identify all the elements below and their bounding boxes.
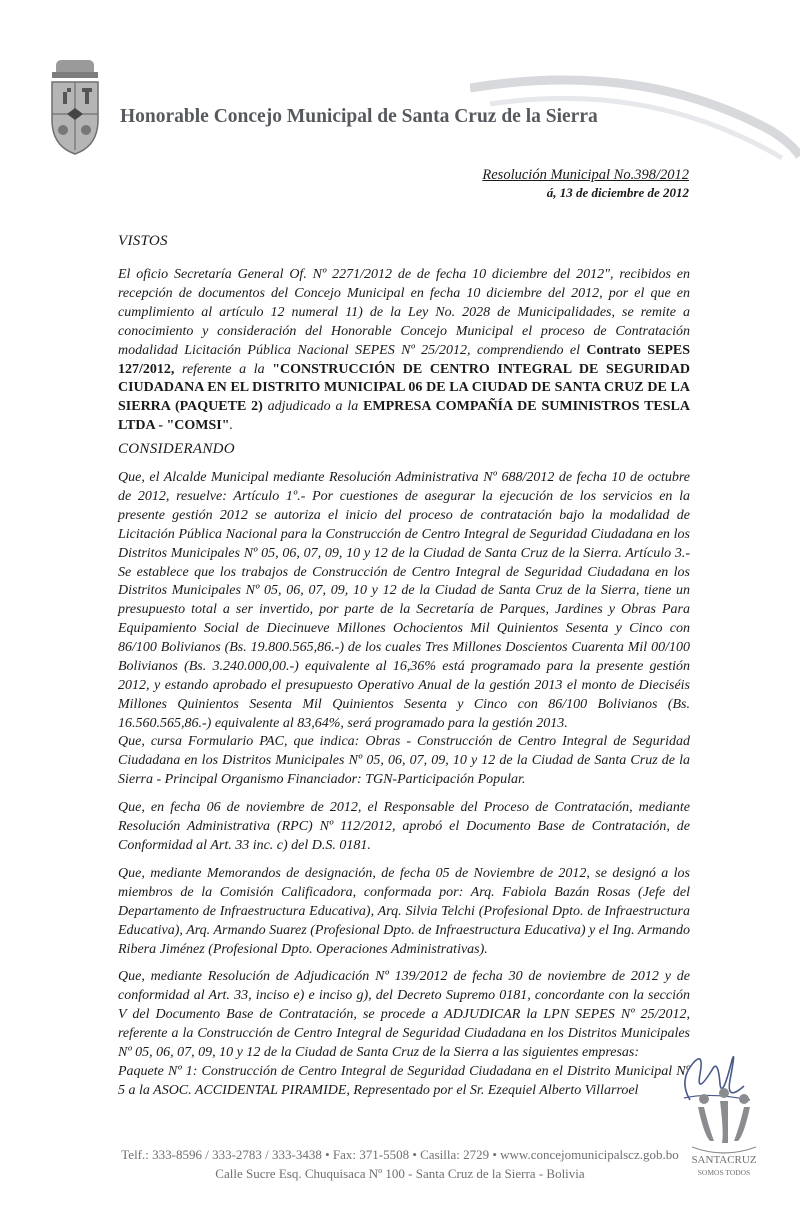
coat-of-arms-icon xyxy=(46,58,104,158)
resolution-block xyxy=(482,166,689,202)
vistos-text: referente a la xyxy=(174,361,273,377)
vistos-heading: VISTOS xyxy=(118,233,168,249)
vistos-text: El oficio Secretaría General Of. Nº 2271/2012 de de fecha 10 diciembre del 2012", recibidos en recepción de documentos del Concejo Municipal en fecha 10 diciembre del 2012, por el que en cumplimiento al artículo 12 numeral 11) de la Ley No. 2028 de Municipalidades, se remite a conocimiento y consideración del Honorable Concejo Municipal el proceso de Contratación modalidad Licitación Pública Nacional SEPES Nº 25/2012, comprendiendo el xyxy=(118,267,690,358)
vistos-text: adjudicado a la xyxy=(262,399,364,415)
considerando-paragraph-4: Que, mediante Memorandos de designación, de fecha 05 de Noviembre de 2012, se designó a los miembros de la Comisión Calificadora, conformada por: Arq. Fabiola Bazán Rosas (Jefe del Departamento de Infraestructura Educativa), Arq. Silvia Telchi (Profesional Dpto. de Infraestructura Educativa), Arq. Armando Suarez (Profesional Dpto. de Infraestructura Educativa) y el Ing. Armando Ribera Jiménez (Profesional Dpto. Operaciones Administrativas). xyxy=(118,866,690,957)
resolution-number: Resolución Municipal No.398/2012 xyxy=(482,167,689,183)
considerando-paragraph-5: Que, mediante Resolución de Adjudicación Nº 139/2012 de fecha 30 de noviembre de 2012 y de conformidad al Art. 33, inciso e) e inciso g), del Decreto Supremo 0181, concordante con la sección V del Documento Base de Contratación, se procede a ADJUDICAR la LPN SEPES Nº 25/2012, referente a la Construcción de Centro Integral de Seguridad Ciudadana en los Distritos Municipales Nº 05, 06, 07, 09, 10 y 12 de la Ciudad de Santa Cruz de la Sierra a las siguientes empresas: xyxy=(118,969,690,1060)
considerando-paragraph-1: Que, el Alcalde Municipal mediante Resolución Administrativa Nº 688/2012 de fecha 10 de octubre de 2012, resuelve: Artículo 1º.- Por cuestiones de asegurar la ejecución de los servicios en la presente gestión 2012 se autoriza el inicio del proceso de contratación bajo la modalidad de Licitación Pública Nacional para la Construcción de Centro Integral de Seguridad Ciudadana en los Distritos Municipales Nº 05, 06, 07, 09, 10 y 12 de la Ciudad de Santa Cruz de la Sierra. Artículo 3.- Se establece que los trabajos de Construcción de Centro Integral de Seguridad Ciudadana en los Distritos Municipales Nº 05, 06, 07, 09, 10 y 12 de la Ciudad de Santa Cruz de la Sierra, tiene un presupuesto total a ser invertido, por parte de la Secretaría de Parques, Jardines y Obras Para Equipamiento Social de Diecinueve Millones Ochocientos Mil Quinientos Sesenta y Cinco con 86/100 Bolivianos (Bs. 19.800.565,86.-) de los cuales Tres Millones Doscientos Cuarenta Mil 00/100 Bolivianos (Bs. 3.240.000,00.-) equivalente al 16,36% está programado para la presente gestión 2012, y estando aprobado el presupuesto Operativo Anual de la gestión 2013 el monto de Dieciséis Millones Quinientos Sesenta Mil Quinientos Sesenta y Cinco con 86/100 Bolivianos (Bs. 16.560.565,86.-) equivalente al 83,64%, será programado para la gestión 2013. xyxy=(118,470,690,731)
considerando-heading: CONSIDERANDO xyxy=(118,441,235,457)
footer-contact: Telf.: 333-8596 / 333-2783 / 333-3438 • Fax: 371-5508 • Casilla: 2729 • www.concejomunicipalscz.gob.bo xyxy=(121,1147,679,1162)
footer-address: Calle Sucre Esq. Chuquisaca Nº 100 - Santa Cruz de la Sierra - Bolivia xyxy=(215,1166,585,1181)
project-title: "CONSTRUCCIÓN DE CENTRO INTEGRAL DE SEGURIDAD CIUDADANA EN EL DISTRITO MUNICIPAL 06 DE LA CIUDAD DE SANTA CRUZ DE LA SIERRA (PAQUETE 2) xyxy=(118,361,690,415)
contract-reference: Contrato SEPES 127/2012, xyxy=(118,342,691,377)
vistos-text: . xyxy=(229,418,233,434)
considerando-paragraph-6: Paquete Nº 1: Construcción de Centro Integral de Seguridad Ciudadana en el Distrito Municipal Nº 5 a la ASOC. ACCIDENTAL PIRAMIDE, Representado por el Sr. Ezequiel Alberto Villarroel xyxy=(118,1064,690,1098)
considerando-paragraph-3: Que, en fecha 06 de noviembre de 2012, el Responsable del Proceso de Contratación, mediante Resolución Administrativa (RPC) Nº 112/2012, aprobó el Documento Base de Contratación, de Conformidad al Art. 33 inc. c) del D.S. 0181. xyxy=(118,800,690,853)
resolution-date: á, 13 de diciembre de 2012 xyxy=(546,185,689,200)
logo-name: SANTACRUZ xyxy=(691,1154,757,1166)
considerando-paragraph-2: Que, cursa Formulario PAC, que indica: Obras - Construcción de Centro Integral de Seguridad Ciudadana en los Distritos Municipales Nº 05, 06, 07, 09, 10 y 12 de la Ciudad de Santa Cruz de la Sierra - Principal Organismo Financiador: TGN-Participación Popular. xyxy=(118,734,690,787)
vistos-paragraph xyxy=(118,266,690,436)
awarded-company: EMPRESA COMPAÑÍA DE SUMINISTROS TESLA LTDA - "COMSI" xyxy=(118,399,691,434)
logo-tagline: SOMOS TODOS xyxy=(697,1168,751,1177)
organization-title: Honorable Concejo Municipal de Santa Cruz de la Sierra xyxy=(120,106,598,127)
